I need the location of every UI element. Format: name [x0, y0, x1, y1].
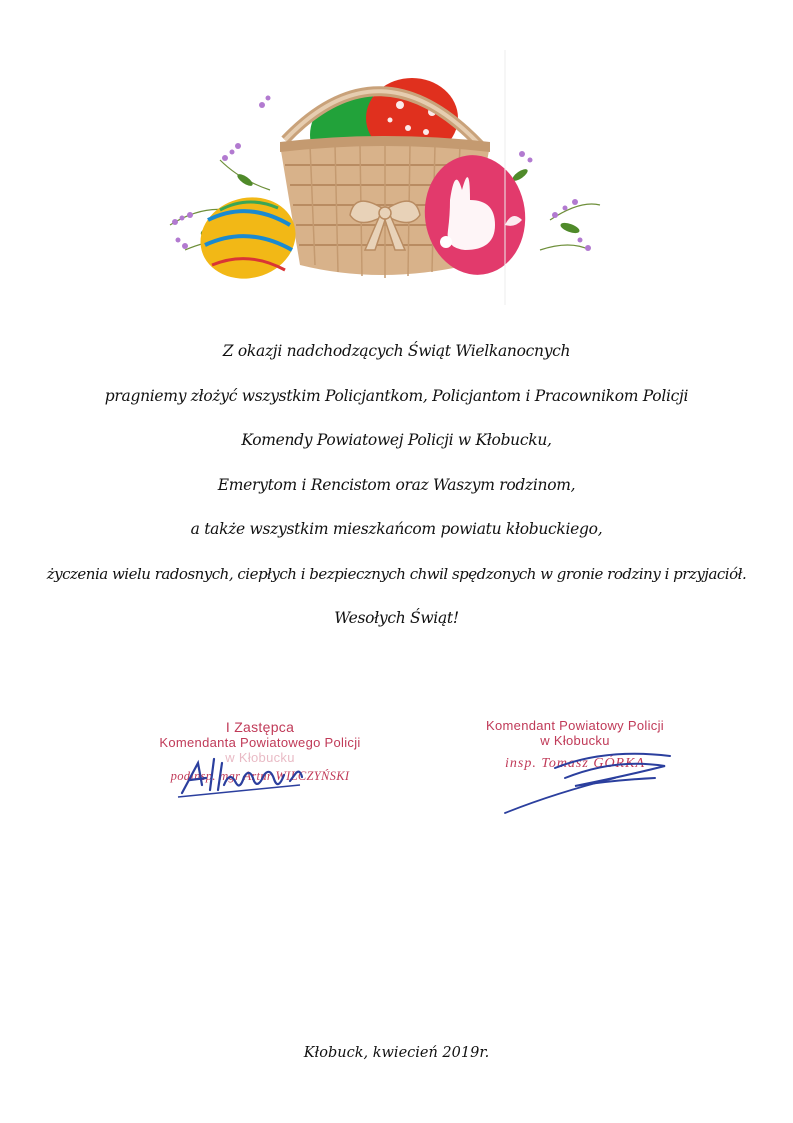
- greeting-line: Emerytom i Rencistom oraz Waszym rodzinom,: [217, 475, 576, 494]
- stamp-name: podinsp. mgr Artur WILCZYŃSKI: [170, 769, 350, 783]
- stamp-office: Komendanta Powiatowego Policji: [159, 735, 361, 750]
- easter-basket-illustration: [150, 50, 605, 310]
- greeting-line: Komendy Powiatowej Policji w Kłobucku,: [241, 431, 552, 449]
- stamp-title: I Zastępca: [225, 719, 295, 735]
- greeting-closing: Wesołych Świąt!: [334, 609, 459, 627]
- commander-signature: [495, 728, 685, 818]
- greeting-text: [0, 336, 793, 648]
- stamp-place: w Kłobucku: [540, 733, 610, 748]
- yellow-decorated-egg: [191, 187, 304, 289]
- deputy-commander-signature: [170, 745, 330, 805]
- greeting-line: Z okazji nadchodzących Świąt Wielkanocnych: [222, 342, 571, 360]
- place-and-date: Kłobuck, kwiecień 2019r.: [303, 1045, 490, 1061]
- stamp-place: w Kłobucku: [225, 750, 295, 765]
- stamp-name: insp. Tomasz GÓRKA: [504, 756, 645, 771]
- greeting-line: pragniemy złożyć wszystkim Policjantkom, Policjantom i Pracownikom Policji: [104, 386, 689, 405]
- greeting-line: życzenia wielu radosnych, ciepłych i bezpiecznych chwil spędzonych w gronie rodziny i przyjaciół.: [46, 564, 747, 583]
- stamp-office: Komendant Powiatowy Policji: [486, 718, 664, 733]
- greeting-line: a także wszystkim mieszkańcom powiatu kłobuckiego,: [190, 520, 603, 538]
